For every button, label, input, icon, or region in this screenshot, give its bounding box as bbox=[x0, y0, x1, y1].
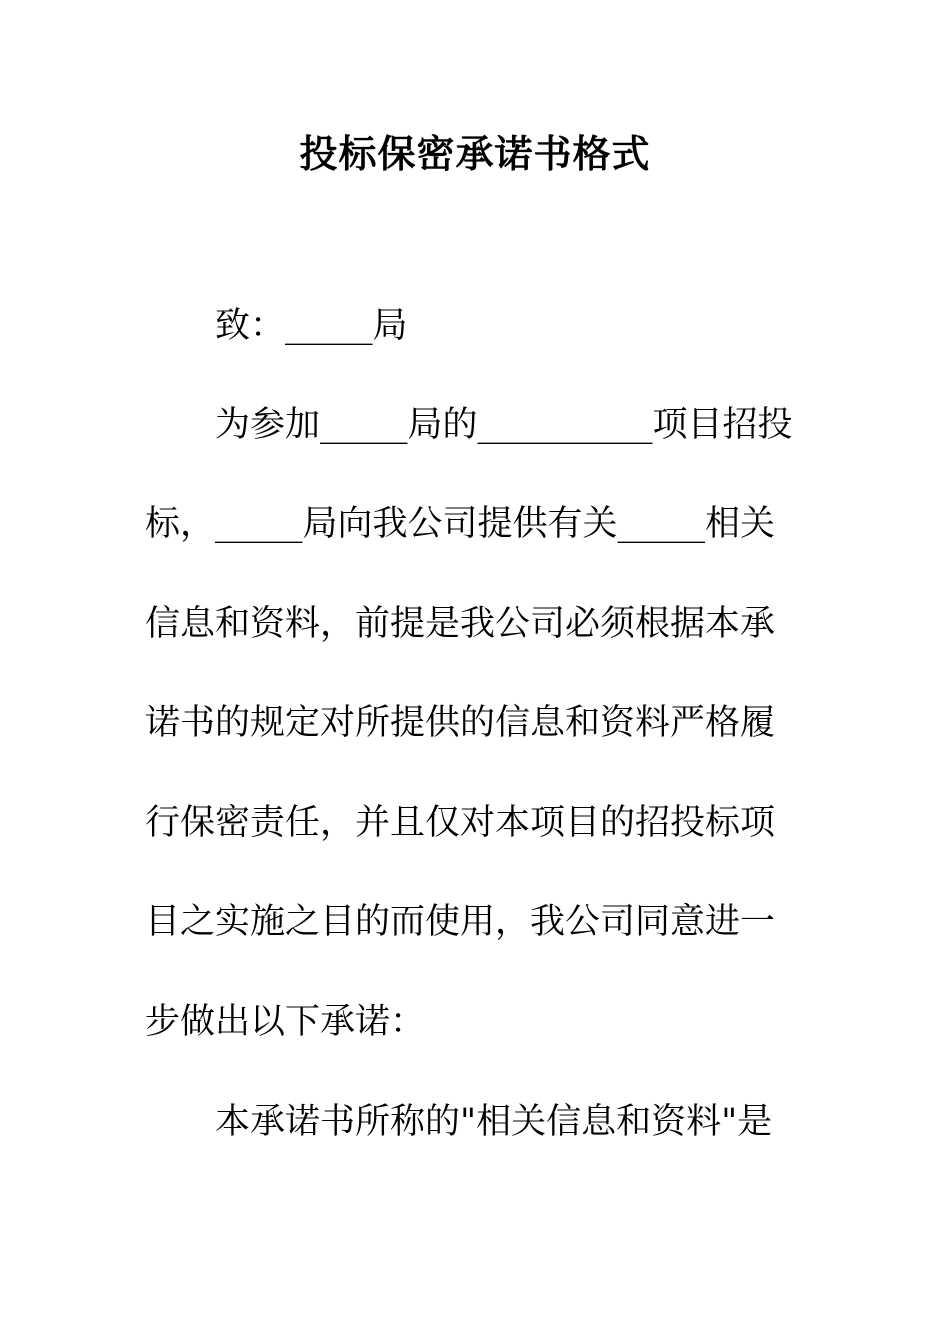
body-line: 本承诺书所称的"相关信息和资料"是 bbox=[215, 1102, 773, 1142]
body-line: 标，_____局向我公司提供有关_____相关 bbox=[145, 504, 776, 544]
body-line: 步做出以下承诺： bbox=[145, 1002, 426, 1042]
body-line: 信息和资料，前提是我公司必须根据本承 bbox=[145, 604, 776, 644]
body-line: 行保密责任，并且仅对本项目的招投标项 bbox=[145, 803, 776, 843]
body-line: 为参加_____局的__________项目招投 bbox=[215, 405, 793, 445]
document-title: 投标保密承诺书格式 bbox=[299, 131, 651, 176]
salutation-line: 致：_____局 bbox=[215, 306, 408, 346]
body-line: 目之实施之目的而使用，我公司同意进一 bbox=[145, 902, 776, 942]
body-line: 诺书的规定对所提供的信息和资料严格履 bbox=[145, 703, 776, 743]
